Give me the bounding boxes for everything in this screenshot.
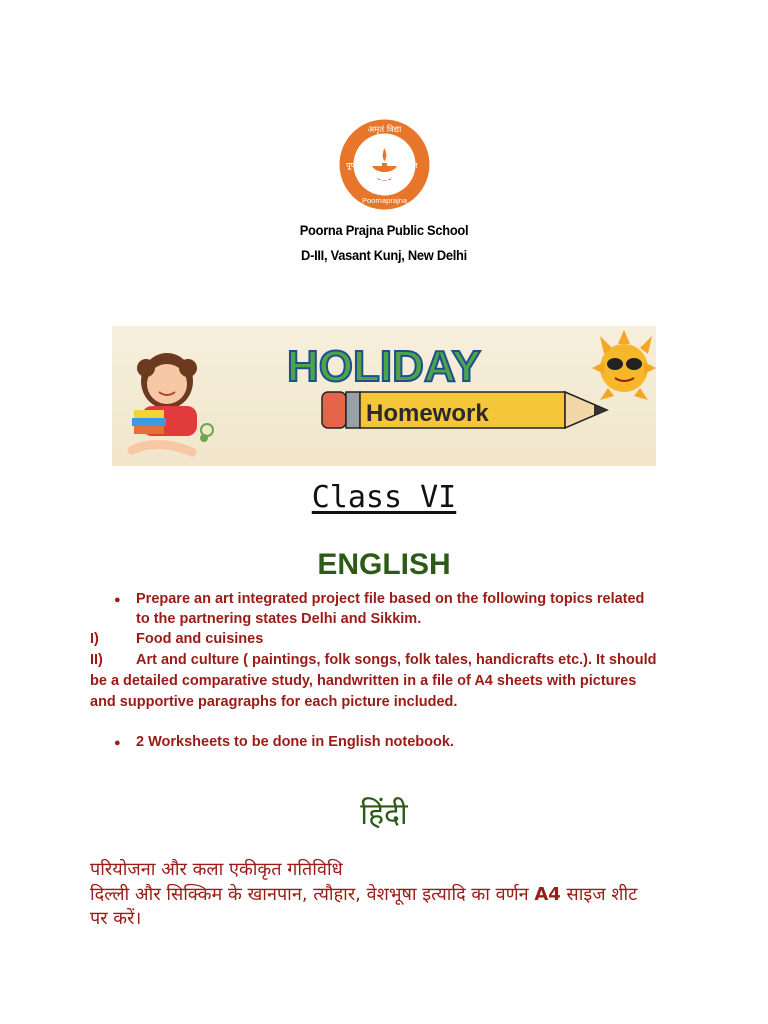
hindi-line3: पर करें। — [90, 908, 142, 929]
logo-text-top: अमृतं विद्या — [367, 125, 402, 135]
girl-illustration — [132, 353, 213, 452]
item2-line3: and supportive paragraphs for each picture included. — [90, 694, 458, 710]
hindi-heading: हिंदी — [360, 797, 408, 832]
hindi-line2-a4: A4 — [534, 884, 561, 905]
logo-text-bottom: Poornaprajna — [361, 196, 408, 205]
holiday-homework-banner — [112, 326, 656, 466]
sun-graphic — [592, 330, 656, 400]
hindi-line2-part2: साइज शीट — [560, 884, 638, 905]
english-bullet1-line2: to the partnering states Delhi and Sikkim. — [136, 611, 422, 627]
item2-text: Art and culture ( paintings, folk songs, folk tales, handicrafts etc.). It should — [136, 652, 657, 668]
english-bullet1-line1: Prepare an art integrated project file based on the following topics related — [136, 591, 645, 607]
bullet-dot: ● — [114, 737, 121, 749]
english-heading: ENGLISH — [317, 548, 451, 581]
hindi-line2-part1: दिल्ली और सिक्किम के खानपान, त्यौहार, वेशभूषा इत्यादि का वर्णन — [90, 884, 535, 905]
logo-text-left: पूर्ण — [346, 161, 357, 170]
hindi-line1: परियोजना और कला एकीकृत गतिविधि — [90, 859, 343, 880]
class-title: Class VI — [311, 480, 457, 515]
item2-line2: be a detailed comparative study, handwritten in a file of A4 sheets with pictures — [90, 673, 637, 689]
bullet-dot: ● — [114, 594, 121, 606]
item1-text: Food and cuisines — [136, 631, 264, 647]
school-address: D-III, Vasant Kunj, New Delhi — [301, 247, 467, 263]
english-bullet2: 2 Worksheets to be done in English notebook. — [136, 734, 454, 750]
banner-homework-text: Homework — [366, 400, 489, 427]
item1-number: I) — [90, 631, 99, 647]
school-name: Poorna Prajna Public School — [299, 222, 469, 238]
item2-number: II) — [90, 652, 103, 668]
hindi-line2 — [90, 882, 637, 906]
logo-text-right: प्रज्ञ — [408, 161, 418, 170]
banner-holiday-text: HOLIDAY — [287, 342, 481, 391]
school-logo — [338, 118, 431, 211]
